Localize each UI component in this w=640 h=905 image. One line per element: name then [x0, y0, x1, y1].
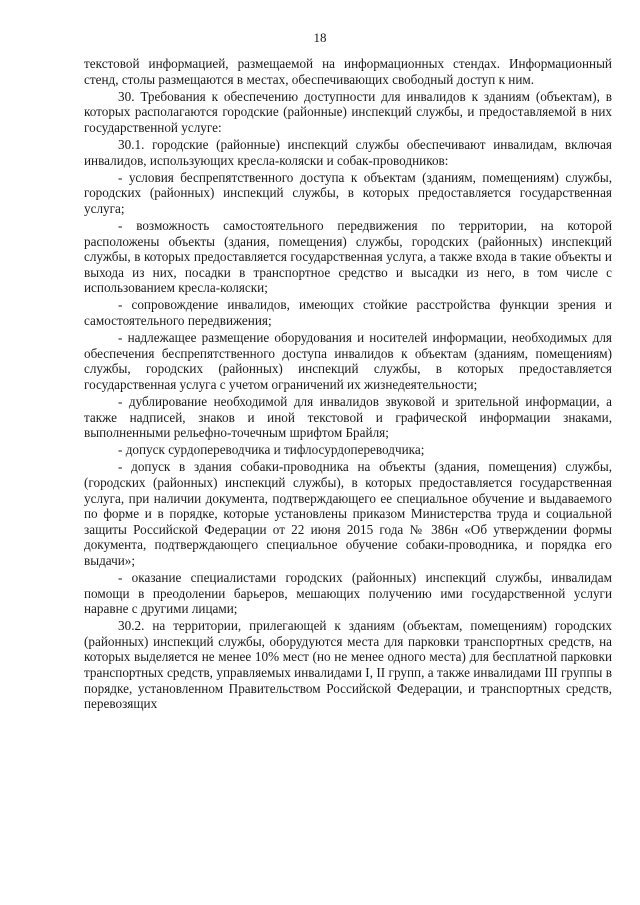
list-item-duplication: - дублирование необходимой для инвалидов звуковой и зрительной информации, а также надписей, знаков и иной текстовой и графической информации знаками, выполненными рельефно-точечным шрифтом Брайля; — [84, 393, 612, 441]
paragraph-item-30-2: 30.2. на территории, прилегающей к зданиям (объектам, помещениям) городских (районных) инспекций службы, оборудуются места для парковки транспортных средств, на которых выделяется не менее 10% мест (но не менее одного места) для бесплатной парковки транспортных средств, управляемых инвалидами I, II групп, а также инвалидами III группы в порядке, установленном Правительством Российской Федерации, и транспортных средств, перевозящих — [84, 618, 612, 712]
paragraph-continuation: текстовой информацией, размещаемой на информационных стендах. Информационный стенд, столы размещаются в местах, обеспечивающих свободный доступ к ним. — [84, 56, 612, 87]
list-item-interpreter: - допуск сурдопереводчика и тифлосурдопереводчика; — [118, 442, 425, 458]
list-item-movement: - возможность самостоятельного передвижения по территории, на которой расположены объекты (здания, помещения) службы, городских (районных) инспекций службы, в которых предоставляется государственная услуга, а также входа в такие объекты и выхода из них, посадки в транспортное средство и высадки из него, в том числе с использованием кресла-коляски; — [84, 217, 612, 296]
list-item-escort: - сопровождение инвалидов, имеющих стойкие расстройства функции зрения и самостоятельного передвижения; — [84, 297, 612, 328]
page-number: 18 — [313, 30, 327, 45]
list-item-guide-dog: - допуск в здания собаки-проводника на объекты (здания, помещения) службы, (городских (районных) инспекций службы), в которых предоставляется государственная услуга, при наличии документа, подтверждающего ее специальное обучение и выдаваемого по форме и в порядке, которые установлены приказом Министерства труда и социальной защиты Российской Федерации от 22 июня 2015 года № 386н «Об утверждении формы документа, подтверждающего специальное обучение собаки-проводника, и порядка его выдачи»; — [84, 459, 612, 568]
list-item-access-conditions: - условия беспрепятственного доступа к объектам (зданиям, помещениям) службы, городских (районных) инспекций службы, в которых предоставляется государственная услуга; — [84, 169, 612, 216]
list-item-assistance: - оказание специалистами городских (районных) инспекций службы, инвалидам помощи в преодолении барьеров, мешающих получению ими государственной услуги наравне с другими лицами; — [84, 570, 612, 617]
list-item-equipment: - надлежащее размещение оборудования и носителей информации, необходимых для обеспечения беспрепятственного доступа инвалидов к объектам (зданиям, помещениям) службы, городских (районных) инспекций службы, в которых предоставляется государственная услуга с учетом ограничений их жизнедеятельности; — [84, 330, 612, 392]
document-body — [84, 56, 612, 713]
paragraph-item-30: 30. Требования к обеспечению доступности для инвалидов к зданиям (объектам), в которых располагаются городские (районные) инспекций службы, и предоставляемой в них государственной услуге: — [84, 88, 612, 135]
paragraph-item-30-1: 30.1. городские (районные) инспекций службы обеспечивают инвалидам, включая инвалидов, использующих кресла-коляски и собак-проводников: — [84, 136, 612, 168]
